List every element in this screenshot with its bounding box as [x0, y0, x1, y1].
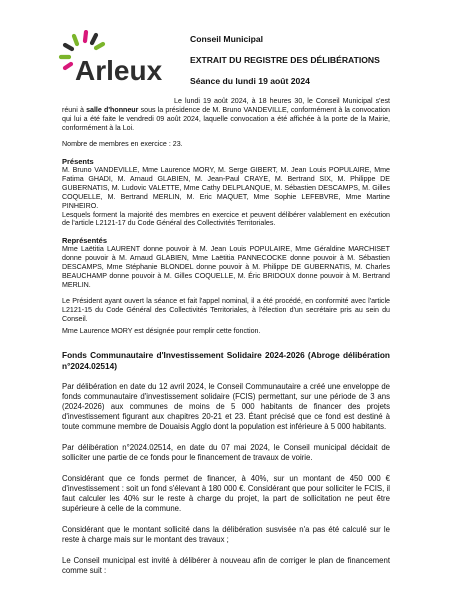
- secretaire-paragraph: Mme Laurence MORY est désignée pour remplir cette fonction.: [62, 327, 261, 335]
- header-council: Conseil Municipal: [190, 34, 264, 44]
- deliberation-p4: Considérant que le montant sollicité dans la délibération susvisée n'a pas été calculé sur le reste à charge mais sur le montant des travaux ;: [62, 525, 390, 544]
- header-register: EXTRAIT DU REGISTRE DES DÉLIBÉRATIONS: [190, 55, 380, 65]
- representes-list: Mme Laëtitia LAURENT donne pouvoir à M. Jean Louis POPULAIRE, Mme Géraldine MARCHISET donne pouvoir à M. Arnaud GLABIEN, Mme Laëtitia PANNECOCKE donne pouvoir à M. Sébastien DESCAMPS, Mme Stéphanie BLONDEL donne pouvoir à M. Philippe DE GUBERNATIS, M. Charles BEAUCHAMP donne pouvoir à M. Gilles COQUELLE, M. Éric BRIDOUX donne pouvoir à M. Bertrand MERLIN.: [62, 245, 390, 289]
- document-header: [190, 34, 430, 97]
- intro-venue: salle d'honneur: [86, 105, 139, 114]
- presents-list: M. Bruno VANDEVILLE, Mme Laurence MORY, M. Serge GIBERT, M. Jean Louis POPULAIRE, Mme Fatima GHADI, M. Arnaud GLABIEN, M. Jean-Paul CRAYE, M. Bertrand SIX, M. Philippe DE GUBERNATIS, M. Ludovic VALETTE, Mme Cathy DELPLANQUE, M. Sébastien DESCAMPS, M. Gilles COQUELLE, M. Bertrand MERLIN, M. Eric MAQUET, Mme Sophie LEFEBVRE, Mme Martine PINHEIRO.: [62, 166, 390, 210]
- arleux-logo-mark: [58, 30, 170, 92]
- logo-wordmark: Arleux: [75, 55, 163, 86]
- members-count: Nombre de membres en exercice : 23.: [62, 140, 183, 148]
- representes-title: Représentés: [62, 236, 108, 245]
- presents-section: [62, 157, 390, 228]
- intro-text-b: sous la présidence de M. Bruno VANDEVILLE, conformément à la convocation qui lui a été faite le vendredi 09 août 2024, laquelle convocation a été affichée à la porte de la Mairie, conformément à la Loi.: [62, 105, 391, 132]
- intro-paragraph: [62, 97, 390, 133]
- arleux-logo: [58, 30, 170, 92]
- appel-paragraph: Le Président ayant ouvert la séance et fait l'appel nominal, il a été procédé, en conformité avec l'article L2121-15 du Code Général des Collectivités Territoriales, à l'élection d'un secrétaire pris au sein du Conseil.: [62, 297, 390, 323]
- deliberation-p3: Considérant que ce fonds permet de financer, à 40%, sur un montant de 450 000 € d'investissement : soit un fond s'élevant à 180 000 €. Considérant que pour solliciter le FCIS, il faut calculer les 40% sur le reste à charge du projet, la part de sollicitation ne peut être supérieure à celle de la commune.: [62, 474, 390, 513]
- deliberation-p5: Le Conseil municipal est invité à délibérer à nouveau afin de corriger le plan de financement comme suit :: [62, 556, 390, 575]
- deliberation-p1: Par délibération en date du 12 avril 2024, le Conseil Communautaire a créé une enveloppe de fonds communautaire d'investissement solidaire (FCIS) permettant, sur une période de 3 ans (2024-2026) aux communes de moins de 5 000 habitants de financer des projets d'investissement figurant aux chapitres 20-21 et 23. Étant précisé que ce fond est destiné à toute commune membre de Douaisis Agglo dont la population est inférieure à 5 000 habitants.: [62, 382, 390, 431]
- representes-section: [62, 236, 390, 290]
- quorum-text: Lesquels forment la majorité des membres en exercice et peuvent délibérer valablement en exécution de l'article L2121-17 du Code Général des Collectivités Territoriales.: [62, 210, 390, 228]
- presents-title: Présents: [62, 157, 94, 166]
- deliberation-section: [62, 350, 390, 576]
- intro-text-a: Le lundi 19 août 2024, à 18 heures 30, le Conseil Municipal s'est réuni à: [62, 97, 390, 114]
- deliberation-p2: Par délibération n°2024.02514, en date du 07 mai 2024, le Conseil municipal décidait de solliciter une partie de ce fonds pour le financement de travaux de voirie.: [62, 443, 390, 462]
- deliberation-title: Fonds Communautaire d'Investissement Solidaire 2024-2026 (Abroge délibération n°2024.02514): [62, 350, 390, 371]
- header-session: Séance du lundi 19 août 2024: [190, 76, 310, 86]
